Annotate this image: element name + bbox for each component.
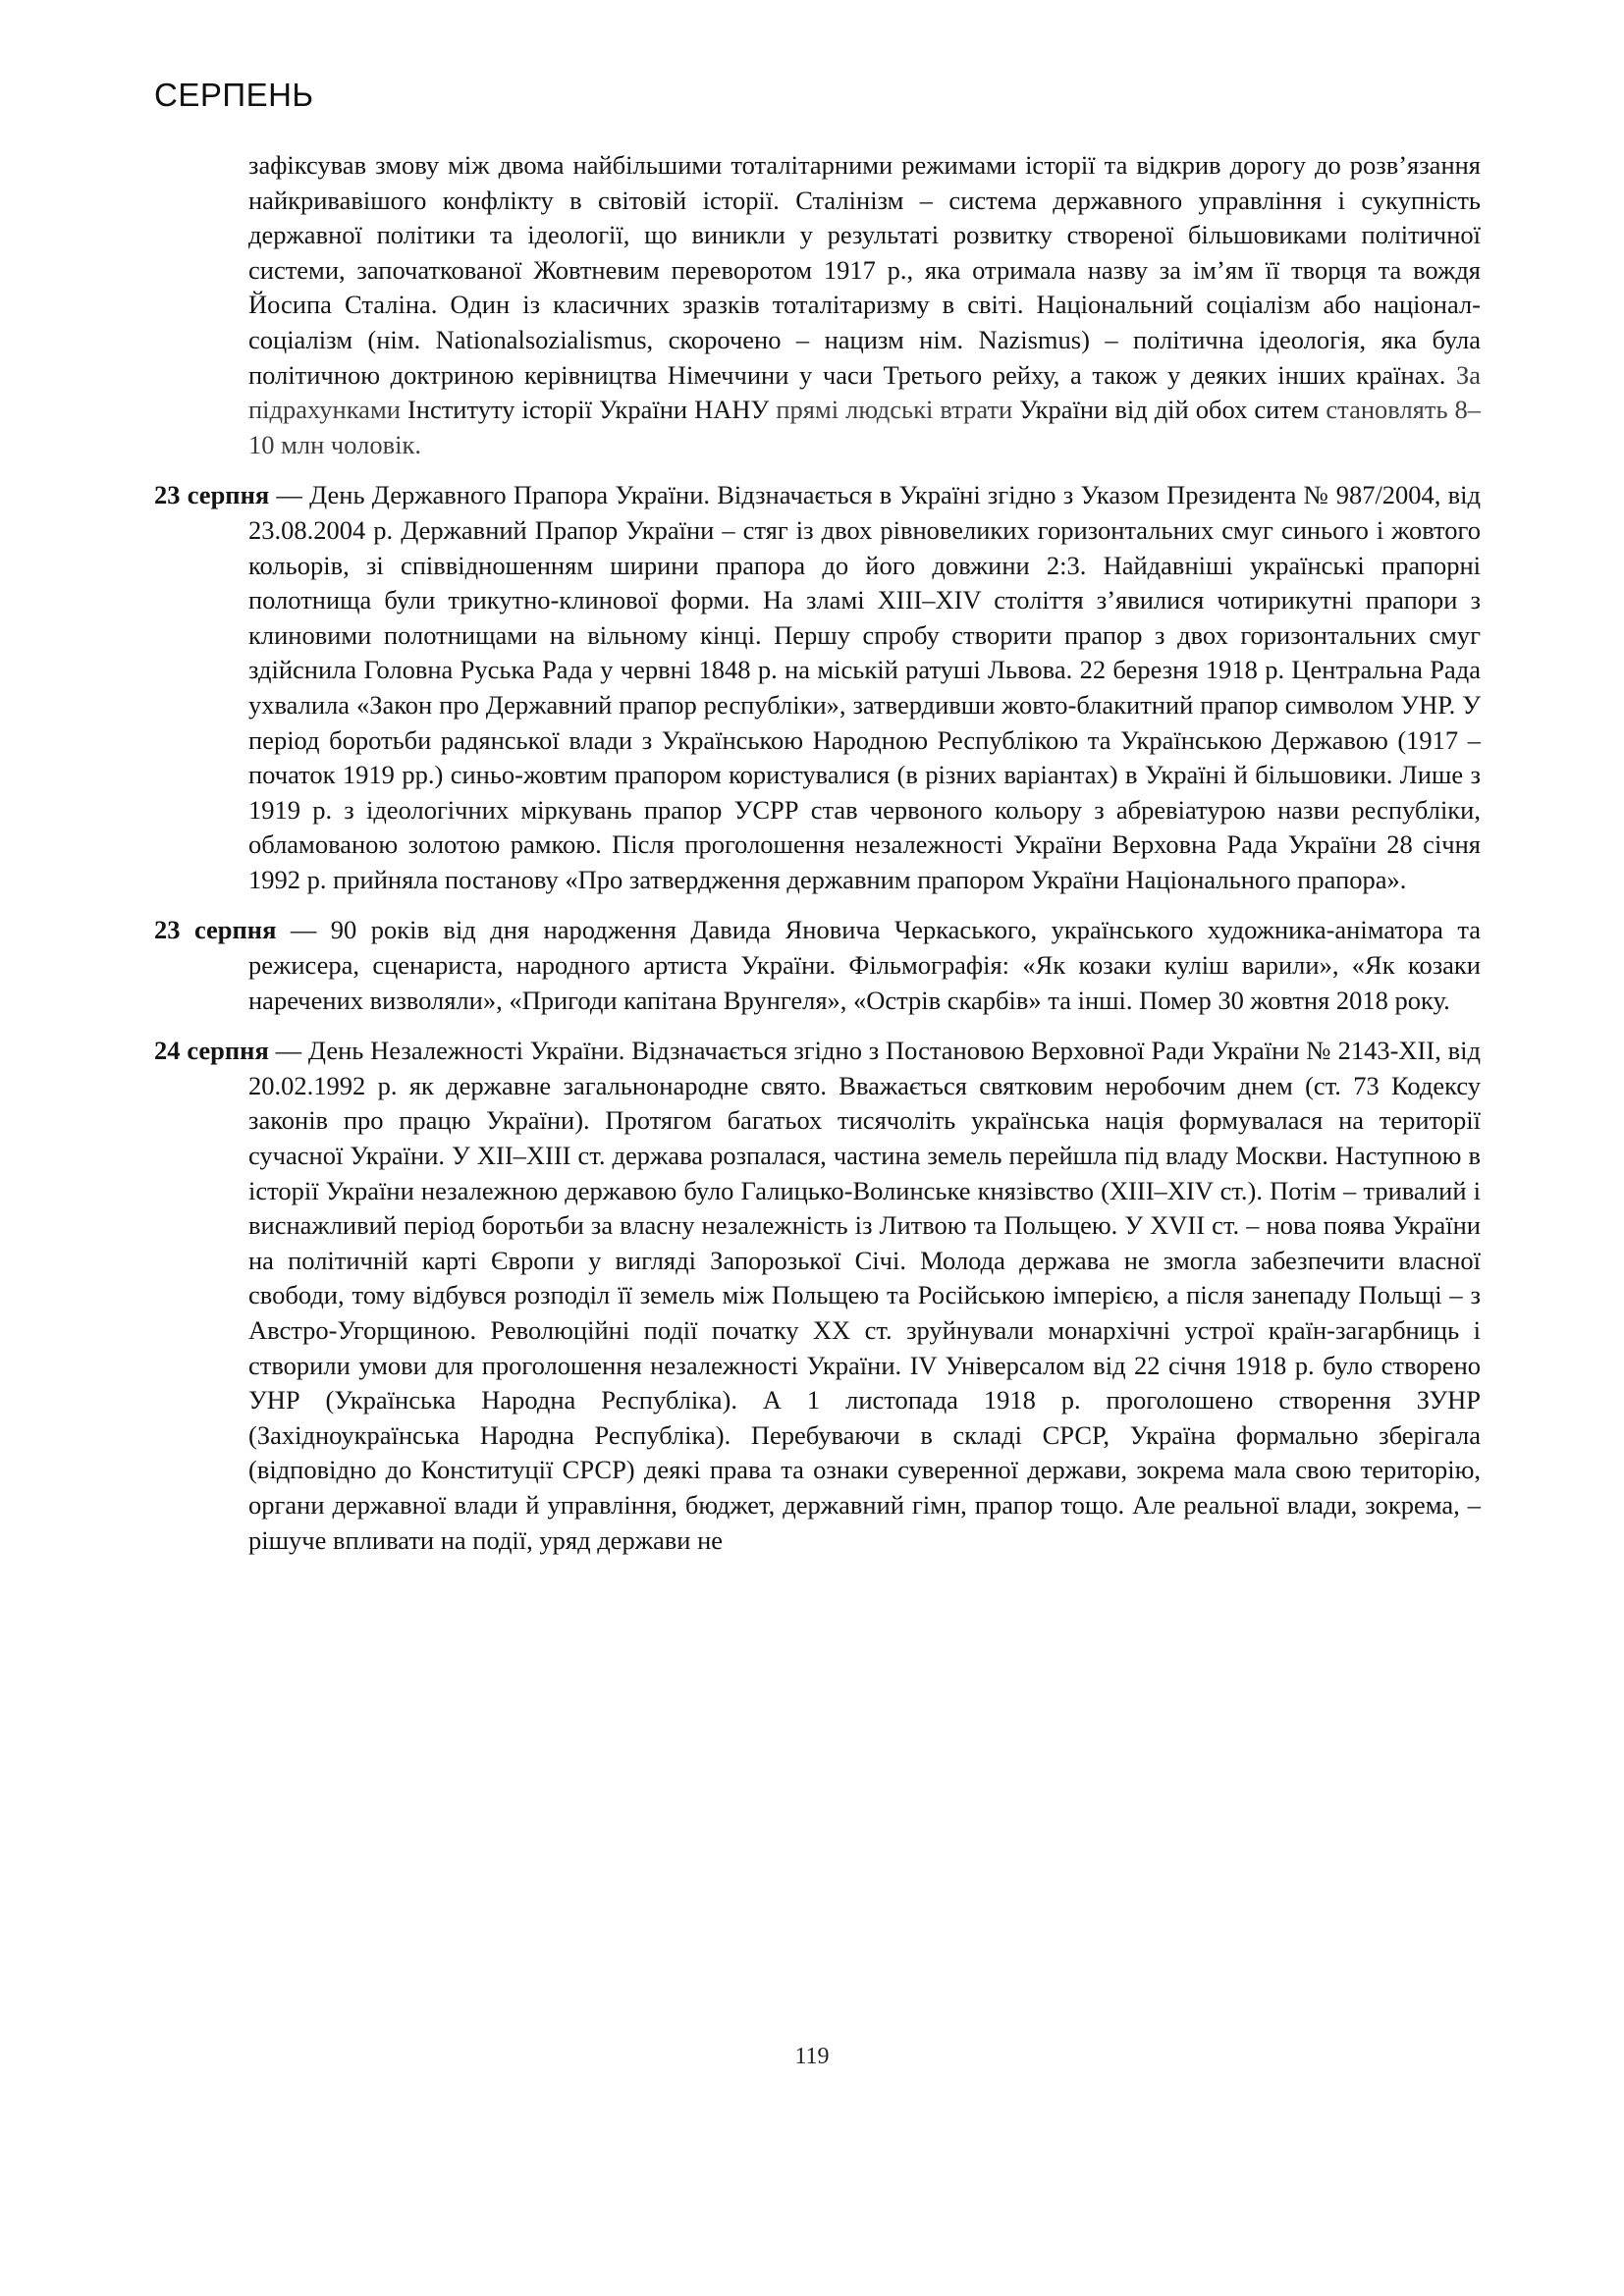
page-content: [154, 148, 1481, 1558]
entry-text: День Незалежності України. Відзначається згідно з Постановою Верховної Ради України № 2143-XII, від 20.02.1992 р. як державне загальнонародне свято. Вважається святковим неробочим днем (ст. 73 Кодексу законів про працю України). Протягом багатьох тисячоліть українська нація формувалася на території сучасної України. У XII–XIII ст. держава розпалася, частина земель перейшла під владу Москви. Наступною в історії України незалежною державою було Галицько-Волинське князівство (XIII–XIV ст.). Потім – тривалий і виснажливий період боротьби за власну незалежність із Литвою та Польщею. У XVII ст. – нова поява України на політичній карті Європи у вигляді Запорозької Січі. Молода держава не змогла забезпечити власної свободи, тому відбувся розподіл її земель між Польщею та Російською імперією, а після занепаду Польщі – з Австро-Угорщиною. Революційні події початку XX ст. зруйнували монархічні устрої країн-загарбниць і створили умови для проголошення незалежності України. IV Універсалом від 22 січня 1918 р. було створено УНР (Українська Народна Республіка). А 1 листопада 1918 р. проголошено створення ЗУНР (Західноукраїнська Народна Республіка). Перебуваючи в складі СРСР, Україна формально зберігала (відповідно до Конституції СРСР) деякі права та ознаки суверенної держави, зокрема мала свою територію, органи державної влади й управління, бюджет, державний гімн, прапор тощо. Але реальної влади, зокрема, – рішуче впливати на події, уряд держави не: [248, 1036, 1481, 1555]
entry-date: 24 серпня: [154, 1036, 269, 1066]
muted-phrase: За підрахунками: [248, 359, 1482, 425]
entry-date: 23 серпня: [154, 915, 277, 945]
continued-paragraph: [154, 148, 1481, 462]
muted-phrase: прямі людські втрати: [776, 395, 1013, 425]
entry-text: День Державного Прапора України. Відзначається в Україні згідно з Указом Президента № 987/2004, від 23.08.2004 р. Державний Прапор України – стяг із двох рівновеликих горизонтальних смуг синього і жовтого кольорів, зі співвідношенням ширини прапора до його довжини 2:3. Найдавніші українські прапорні полотнища були трикутно-клинової форми. На зламі XIII–XIV століття з’явилися чотирикутні прапори з клиновими полотнищами на вільному кінці. Першу спробу створити прапор з двох горизонтальних смуг здійснила Головна Руська Рада у червні 1848 р. на міській ратуші Львова. 22 березня 1918 р. Центральна Рада ухвалила «Закон про Державний прапор республіки», затвердивши жовто-блакитний прапор символом УНР. У період боротьби радянської влади з Українською Народною Республікою та Українською Державою (1917 – початок 1919 рр.) синьо-жовтим прапором користувалися (в різних варіантах) в Україні й більшовики. Лише з 1919 р. з ідеологічних міркувань прапор УСРР став червоного кольору з абревіатурою назви республіки, обламованою золотою рамкою. Після проголошення незалежності України Верховна Рада України 28 січня 1992 р. прийняла постанову «Про затвердження державним прапором України Національного прапора».: [248, 480, 1482, 894]
entry-dash: —: [276, 915, 331, 945]
running-header-title: СЕРПЕНЬ: [154, 77, 314, 113]
continued-paragraph-text: зафіксував змову між двома найбільшими тоталітарними режимами історії та відкрив дорогу до розв’язання найкривавішого конфлікту в світовій історії. Сталінізм – система державного управління і сукупність державної політики та ідеології, що виникли у результаті розвитку створеної більшовиками політичної системи, започаткованої Жовтневим переворотом 1917 р., яка отримала назву за ім’ям її творця та вождя Йосипа Сталіна. Один із класичних зразків тоталітаризму в світі. Національний соціалізм або націонал-соціалізм (нім. Nationalsozialismus, скорочено – нацизм нім. Nazismus) – політична ідеологія, яка була політичною доктриною керівництва Німеччини у часи Третього рейху, а також у деяких інших країнах.: [248, 150, 1481, 390]
entry-dash: —: [268, 1036, 308, 1066]
calendar-entry-flag-day: [154, 478, 1481, 897]
calendar-entry-cherkaskyi: [154, 913, 1481, 1018]
muted-phrase: становлять 8–10 млн чоловік.: [248, 395, 1482, 459]
calendar-entry-independence-day: [154, 1034, 1481, 1558]
institute-name: Інституту історії України НАНУ: [406, 395, 770, 425]
losses-subject: України від дій обох ситем: [1019, 395, 1320, 425]
entry-text: 90 років від дня народження Давида Яновича Черкаського, українського художника-аніматора та режисера, сценариста, народного артиста України. Фільмографія: «Як козаки куліш варили», «Як козаки наречених визволяли», «Пригоди капітана Врунгеля», «Острів скарбів» та інші. Помер 30 жовтня 2018 року.: [248, 915, 1481, 1015]
entry-dash: —: [269, 480, 310, 510]
entry-date: 23 серпня: [154, 480, 270, 510]
page-number: 119: [794, 2044, 830, 2069]
